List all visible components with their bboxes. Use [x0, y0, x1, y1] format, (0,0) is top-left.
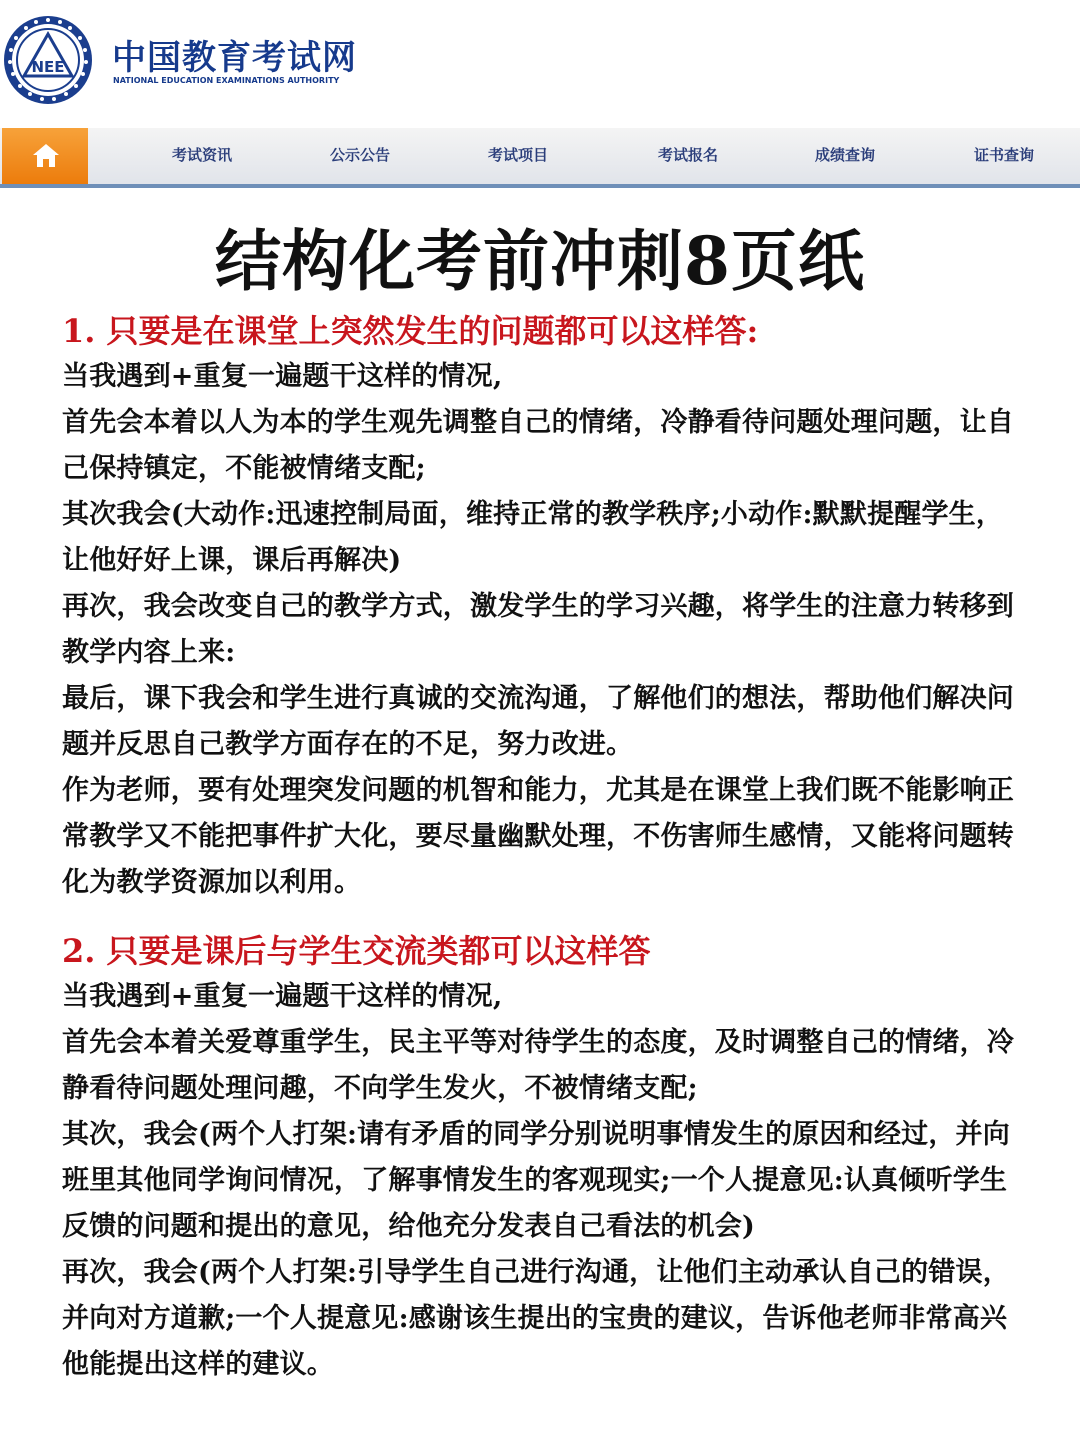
section-2-heading: 2. 只要是课后与学生交流类都可以这样答 — [62, 932, 651, 970]
section-1-paragraph: 作为老师，要有处理突发问题的机智和能力，尤其是在课堂上我们既不能影响正常教学又不能把事件扩大化，要尽量幽默处理，不伤害师生感情，又能将问题转化为教学资源加以利用。 — [62, 775, 1014, 898]
section-divider — [62, 906, 1022, 928]
nav-item-announcements[interactable]: 公示公告 — [330, 146, 391, 164]
site-header — [0, 0, 1080, 128]
section-1-paragraph: 当我遇到+重复一遍题干这样的情况, — [62, 361, 503, 392]
section-1-paragraph: 最后，课下我会和学生进行真诚的交流沟通，了解他们的想法，帮助他们解决问题并反思自己教学方面存在的不足，努力改进。 — [62, 683, 1014, 760]
section-1-paragraph: 再次，我会改变自己的教学方式，激发学生的学习兴趣，将学生的注意力转移到教学内容上来: — [62, 591, 1014, 668]
page-title: 结构化考前冲刺8页纸 — [215, 222, 865, 300]
section-2-paragraph: 其次，我会(两个人打架:请有矛盾的同学分别说明事情发生的原因和经过，并向班里其他同学询问情况，了解事情发生的客观现实;一个人提意见:认真倾听学生反馈的问题和提出的意见，给他充分发表自己看法的机会) — [62, 1119, 1010, 1242]
logo-text: NEE — [31, 58, 65, 76]
home-button[interactable] — [2, 128, 88, 184]
nav-item-exam-registration[interactable]: 考试报名 — [658, 146, 719, 164]
nav-item-exam-projects[interactable]: 考试项目 — [488, 146, 549, 164]
site-name[interactable]: 中国教育考试网 — [112, 38, 357, 78]
section-2-paragraph: 当我遇到+重复一遍题干这样的情况, — [62, 981, 503, 1012]
section-1-paragraph: 其次我会(大动作:迅速控制局面，维持正常的教学秩序;小动作:默默提醒学生，让他好好上课，课后再解决) — [62, 499, 1004, 576]
nav-item-score-query[interactable]: 成绩查询 — [815, 146, 876, 164]
article-body — [62, 308, 1022, 1388]
nav-item-certificate-query[interactable]: 证书查询 — [974, 146, 1035, 164]
section-1-paragraph: 首先会本着以人为本的学生观先调整自己的情绪，冷静看待问题处理问题，让自己保持镇定，不能被情绪支配; — [62, 407, 1014, 484]
section-2-paragraph: 首先会本着关爱尊重学生，民主平等对待学生的态度，及时调整自己的情绪，冷静看待问题处理问趣，不向学生发火，不被情绪支配; — [62, 1027, 1014, 1104]
nav-item-exam-news[interactable]: 考试资讯 — [172, 146, 233, 164]
section-2-paragraph: 再次，我会(两个人打架:引导学生自己进行沟通，让他们主动承认自己的错误，并向对方道歉;一个人提意见:感谢该生提出的宝贵的建议，告诉他老师非常高兴他能提出这样的建议。 — [62, 1257, 1010, 1380]
site-name-en: NATIONAL EDUCATION EXAMINATIONS AUTHORITY — [113, 76, 340, 85]
section-1-heading: 1. 只要是在课堂上突然发生的问题都可以这样答: — [62, 312, 759, 350]
nee-emblem-icon[interactable] — [0, 12, 108, 108]
main-nav — [0, 128, 1080, 188]
home-icon — [32, 142, 60, 168]
